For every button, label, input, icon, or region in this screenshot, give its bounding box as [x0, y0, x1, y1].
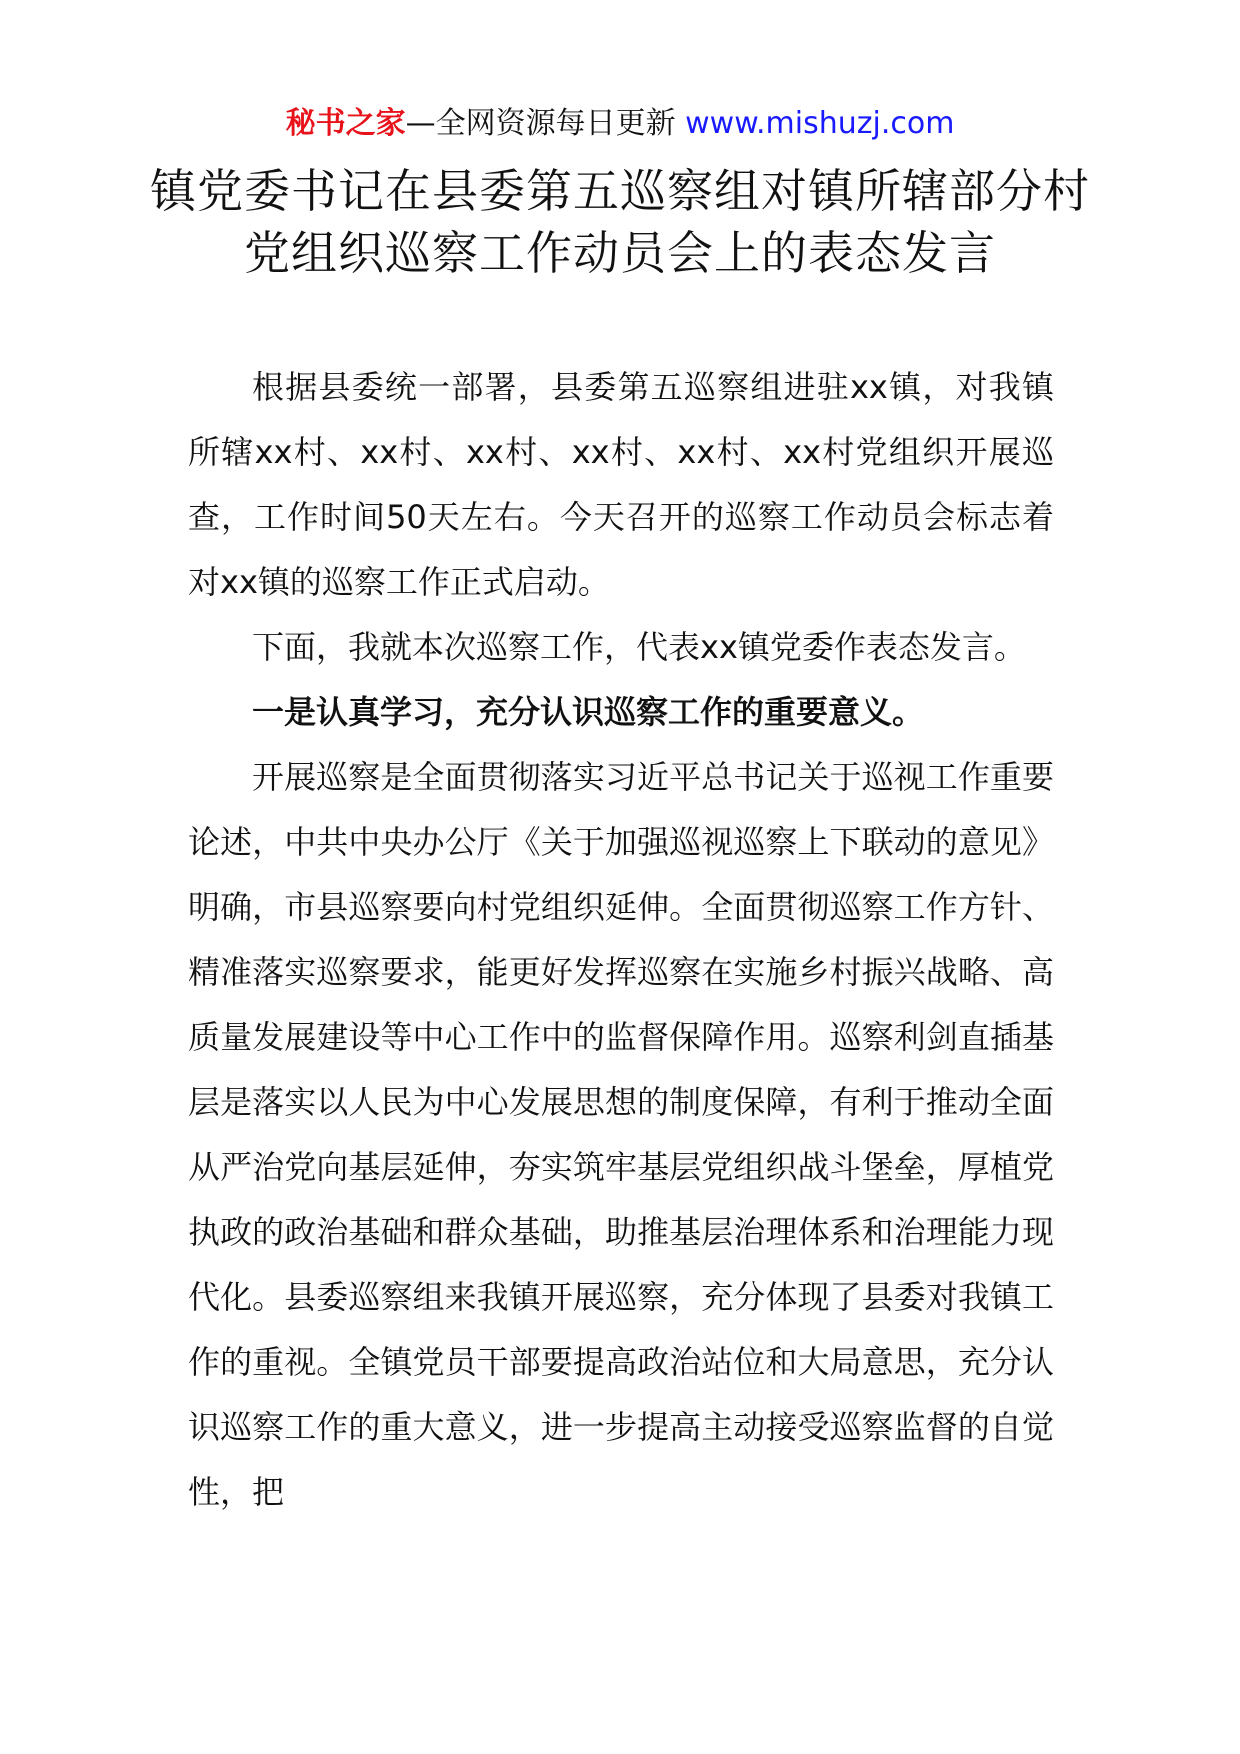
paragraph-statement: 下面，我就本次巡察工作，代表xx镇党委作表态发言。 [252, 628, 1026, 666]
paragraph-section-1: 开展巡察是全面贯彻落实习近平总书记关于巡视工作重要论述，中共中央办公厅《关于加强巡视巡察上下联动的意见》明确，市县巡察要向村党组织延伸。全面贯彻巡察工作方针、精准落实巡察要求，能更好发挥巡察在实施乡村振兴战略、高质量发展建设等中心工作中的监督保障作用。巡察利剑直插基层是落实以人民为中心发展思想的制度保障，有利于推动全面从严治党向基层延伸，夯实筑牢基层党组织战斗堡垒，厚植党执政的政治基础和群众基础，助推基层治理体系和治理能力现代化。县委巡察组来我镇开展巡察，充分体现了县委对我镇工作的重视。全镇党员干部要提高政治站位和大局意思，充分认识巡察工作的重大意义，进一步提高主动接受巡察监督的自觉性，把 [188, 758, 1054, 1511]
site-header [0, 100, 1240, 148]
header-tagline: —全网资源每日更新 [405, 106, 676, 141]
site-url-link[interactable]: www.mishuzj.com [685, 106, 955, 141]
brand-name: 秘书之家 [285, 106, 406, 141]
document-title: 镇党委书记在县委第五巡察组对镇所辖部分村党组织巡察工作动员会上的表态发言 [150, 164, 1090, 280]
section-heading-1: 一是认真学习，充分认识巡察工作的重要意义。 [252, 693, 925, 731]
document-body [188, 355, 1054, 1525]
paragraph-intro: 根据县委统一部署，县委第五巡察组进驻xx镇，对我镇所辖xx村、xx村、xx村、xx村、xx村、xx村党组织开展巡查，工作时间50天左右。今天召开的巡察工作动员会标志着对xx镇的巡察工作正式启动。 [188, 368, 1054, 601]
